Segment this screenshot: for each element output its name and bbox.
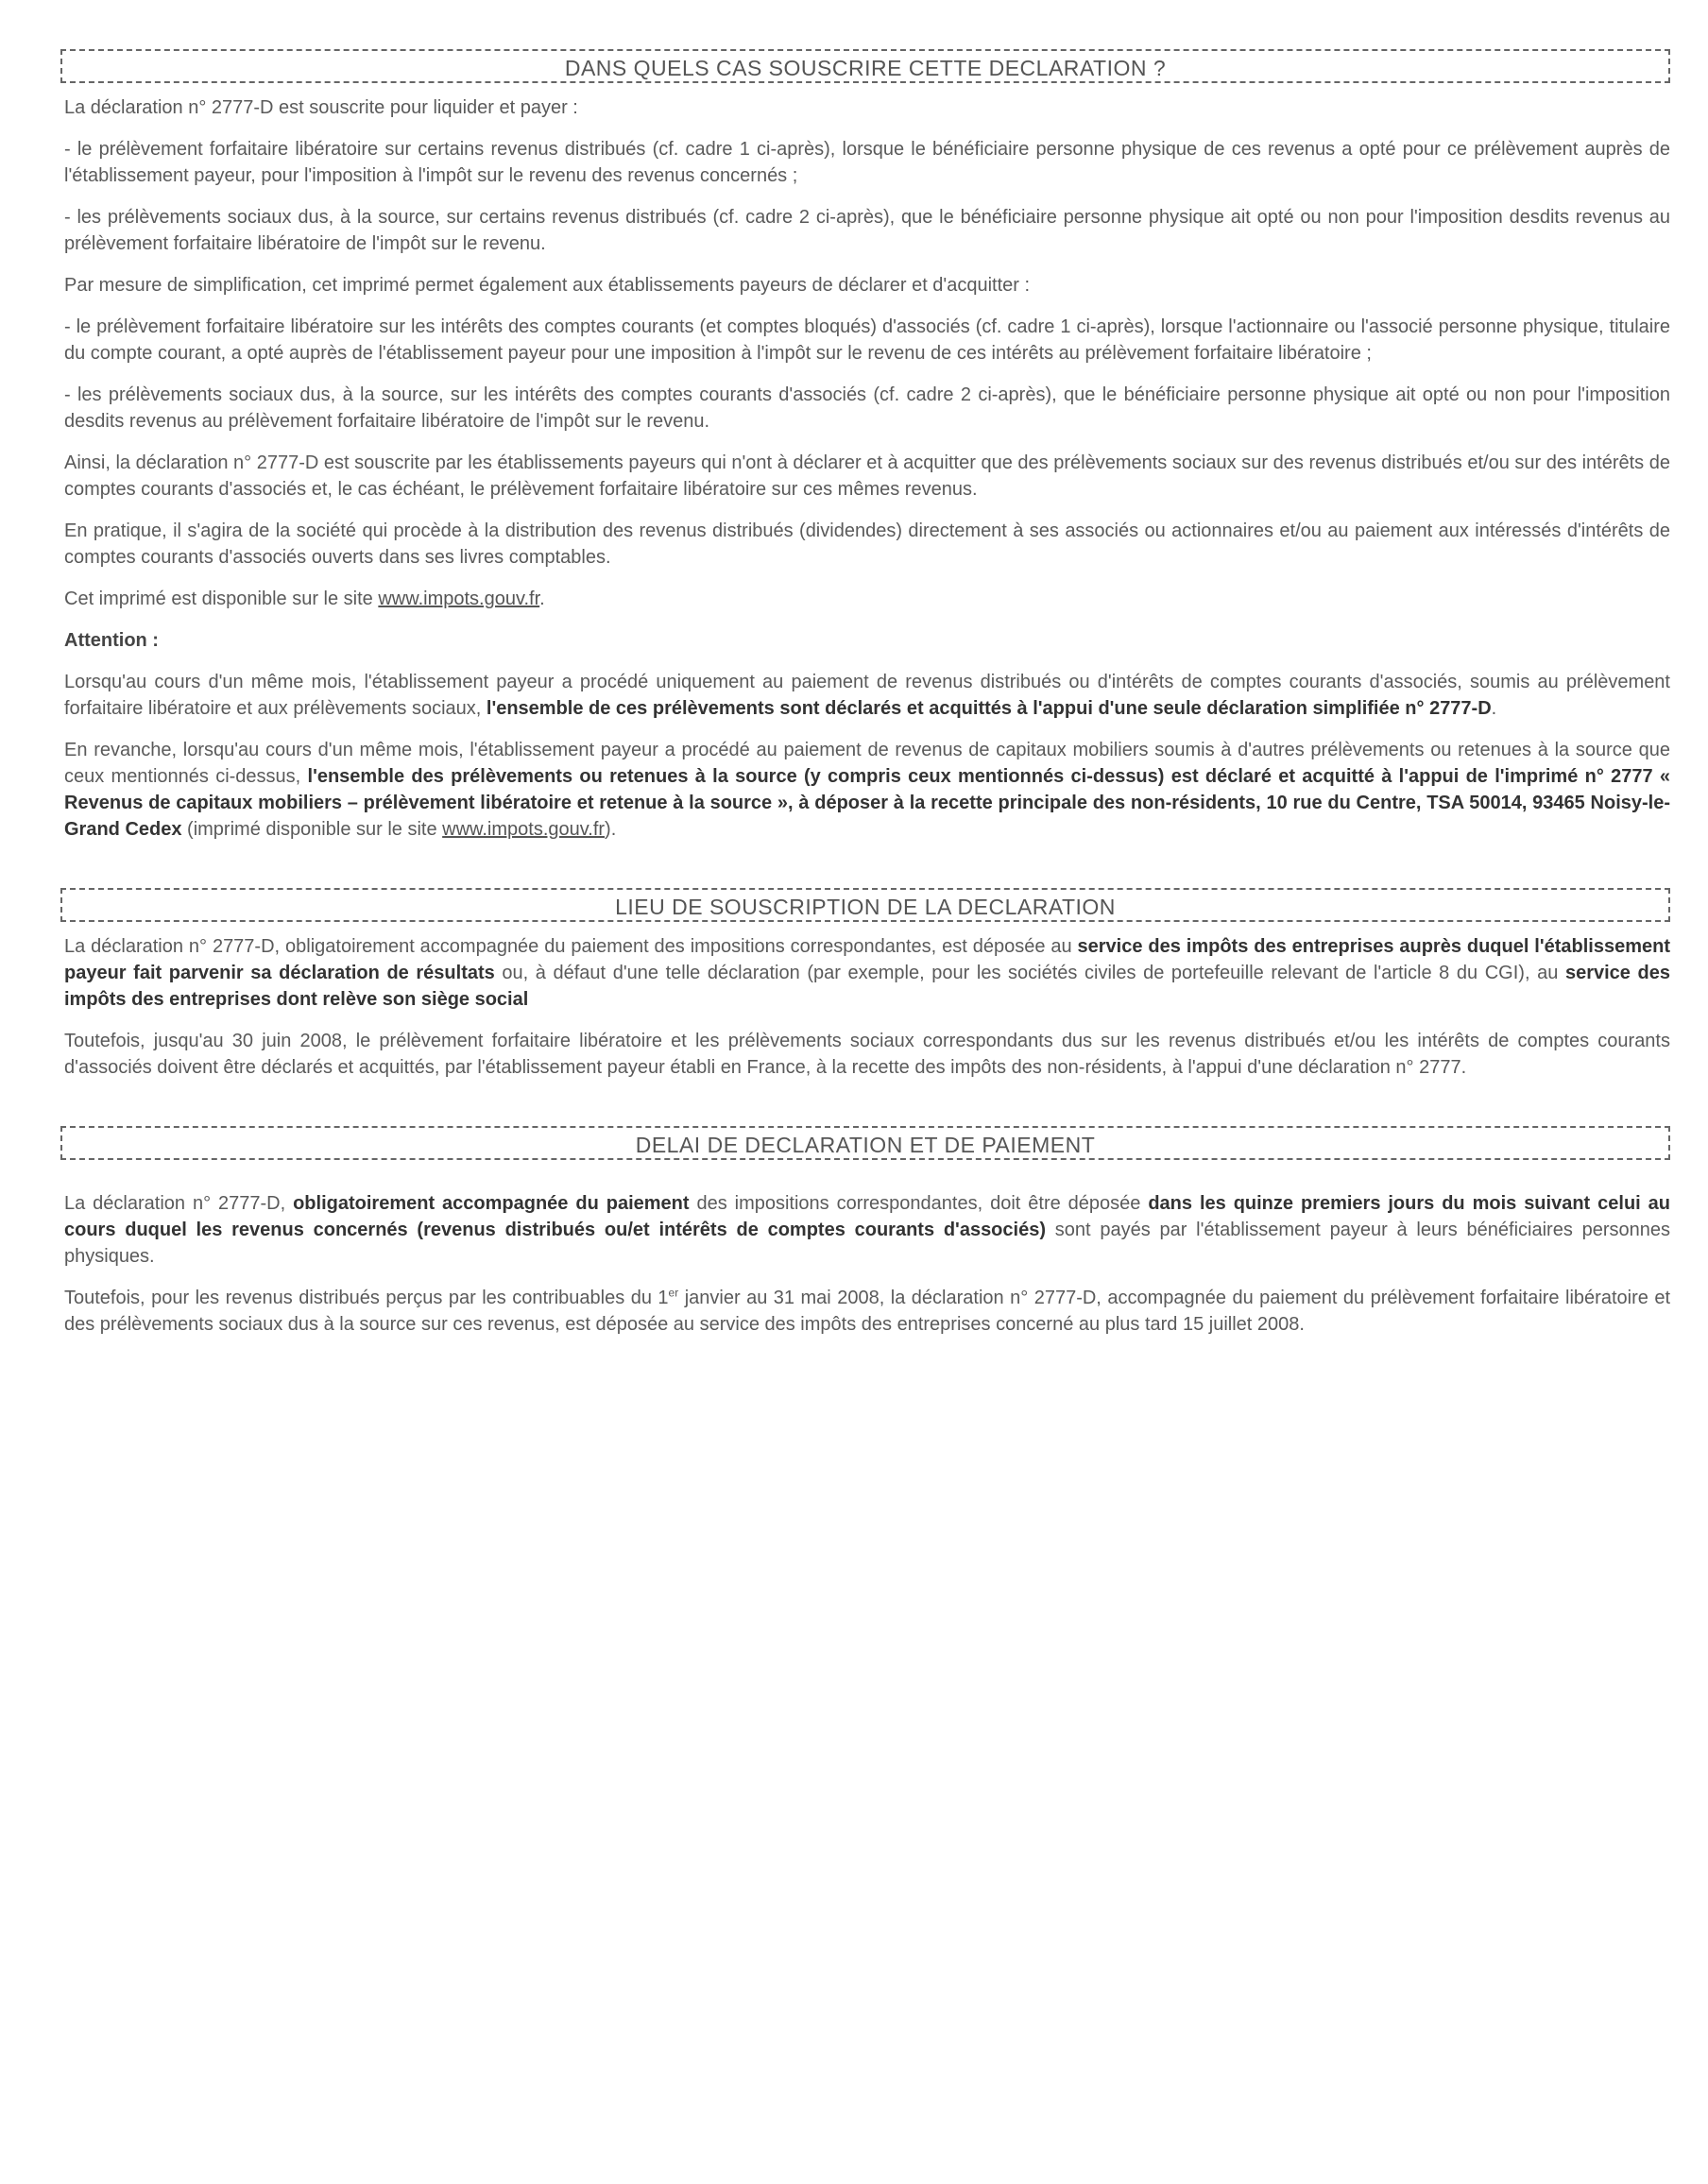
bold-text: service des impôts des entreprises dont relève son siège social <box>64 963 1670 1010</box>
paragraph: - les prélèvements sociaux dus, à la source, sur les intérêts des comptes courants d'associés (cf. cadre 2 ci-après), que le bénéficiaire personne physique ait opté ou non pour l'imposition desdits revenus au prélèvement forfaitaire libératoire de l'impôt sur le revenu. <box>64 384 1670 432</box>
text: (imprimé disponible sur le site <box>181 819 443 840</box>
paragraph: Par mesure de simplification, cet imprimé permet également aux établissements payeurs de déclarer et d'acquitter : <box>64 275 1031 296</box>
bold-text: l'ensemble de ces prélèvements sont déclarés et acquittés à l'appui d'une seule déclaration simplifiée n° 2777-D <box>486 698 1492 719</box>
section-header-cas-souscription: DANS QUELS CAS SOUSCRIRE CETTE DECLARATION ? <box>60 49 1670 83</box>
paragraph: - le prélèvement forfaitaire libératoire sur certains revenus distribués (cf. cadre 1 ci-après), lorsque le bénéficiaire personne physique de ces revenus a opté pour ce prélèvement auprès de l'établissement payeur, pour l'imposition à l'impôt sur le revenu des revenus concernés ; <box>64 139 1670 186</box>
impots-link[interactable]: www.impots.gouv.fr <box>442 819 606 840</box>
bold-text: service des impôts des entreprises auprès duquel l'établissement payeur fait parvenir sa déclaration de résultats <box>64 936 1671 983</box>
text: La déclaration n° 2777-D, <box>64 1193 294 1214</box>
text: . <box>539 589 545 609</box>
text: des impositions correspondantes, doit être déposée <box>689 1193 1149 1214</box>
text: Toutefois, pour les revenus distribués perçus par les contribuables du 1 <box>64 1288 669 1308</box>
impots-link[interactable]: www.impots.gouv.fr <box>378 589 540 609</box>
bold-text: l'ensemble des prélèvements ou retenues à la source (y compris ceux mentionnés ci-dessus) est déclaré et acquitté à l'appui de l'imprimé n° 2777 « Revenus de capitaux mobiliers – prélèvement libératoire et retenue à la source », à déposer à la recette principale des non-résidents, 10 rue du Centre, TSA 50014, 93465 Noisy-le-Grand Cedex <box>64 766 1671 840</box>
spacer <box>60 1171 1670 1190</box>
paragraph: - les prélèvements sociaux dus, à la source, sur certains revenus distribués (cf. cadre 2 ci-après), que le bénéficiaire personne physique ait opté ou non pour l'imposition desdits revenus au prélèvement forfaitaire libératoire de l'impôt sur le revenu. <box>64 207 1670 254</box>
text: La déclaration n° 2777-D, obligatoirement accompagnée du paiement des impositions correspondantes, est déposée au <box>64 936 1078 957</box>
paragraph: Ainsi, la déclaration n° 2777-D est souscrite par les établissements payeurs qui n'ont à déclarer et à acquitter que des prélèvements sociaux sur des revenus distribués et/ou sur des intérêts de comptes courants d'associés et, le cas échéant, le prélèvement forfaitaire libératoire sur ces mêmes revenus. <box>64 452 1670 500</box>
spacer <box>60 1096 1670 1126</box>
bold-text: obligatoirement accompagnée du paiement <box>293 1193 690 1214</box>
text: En revanche, lorsqu'au cours d'un même mois, l'établissement payeur a procédé au paiement de revenus de capitaux mobiliers soumis à d'autres prélèvements ou retenues à la source que ceux mentionnés ci-dessus, <box>64 740 1670 787</box>
text: ). <box>605 819 617 840</box>
paragraph <box>64 669 1670 722</box>
superscript: er <box>668 1286 679 1300</box>
paragraph: - le prélèvement forfaitaire libératoire sur les intérêts des comptes courants (et comptes bloqués) d'associés (cf. cadre 1 ci-après), lorsque l'actionnaire ou l'associé personne physique, titulaire du compte courant, a opté auprès de l'établissement payeur pour une imposition à l'impôt sur le revenu de ces intérêts au prélèvement forfaitaire libératoire ; <box>64 316 1670 364</box>
paragraph: En pratique, il s'agira de la société qui procède à la distribution des revenus distribués (dividendes) directement à ses associés ou actionnaires et/ou au paiement aux intéressés d'intérêts de comptes courants d'associés ouverts dans ses livres comptables. <box>64 520 1670 568</box>
paragraph <box>64 1285 1670 1338</box>
paragraph <box>64 933 1670 1013</box>
section-header-lieu-souscription: LIEU DE SOUSCRIPTION DE LA DECLARATION <box>60 888 1670 922</box>
paragraph <box>64 1190 1670 1270</box>
attention-heading: Attention : <box>64 630 159 651</box>
text: sont payés par l'établissement payeur à leurs bénéficiaires personnes physiques. <box>64 1220 1670 1267</box>
text: ou, à défaut d'une telle déclaration (par exemple, pour les sociétés civiles de portefeuille relevant de l'article 8 du CGI), au <box>494 963 1565 983</box>
section-header-delai-declaration: DELAI DE DECLARATION ET DE PAIEMENT <box>60 1126 1670 1160</box>
paragraph: La déclaration n° 2777-D est souscrite pour liquider et payer : <box>64 97 578 118</box>
paragraph: Toutefois, jusqu'au 30 juin 2008, le prélèvement forfaitaire libératoire et les prélèvements sociaux correspondants dus sur les revenus distribués et/ou les intérêts de comptes courants d'associés doivent être déclarés et acquittés, par l'établissement payeur établi en France, à la recette des impôts des non-résidents, à l'appui d'une déclaration n° 2777. <box>64 1031 1670 1078</box>
text: Lorsqu'au cours d'un même mois, l'établissement payeur a procédé uniquement au paiement de revenus distribués ou d'intérêts de comptes courants d'associés, soumis au prélèvement forfaitaire libératoire et aux prélèvements sociaux, <box>64 672 1670 719</box>
text: Cet imprimé est disponible sur le site <box>64 589 379 609</box>
paragraph <box>64 737 1670 843</box>
bold-text: dans les quinze premiers jours du mois suivant celui au cours duquel les revenus concernés (revenus distribués ou/et intérêts de comptes courants d'associés) <box>64 1193 1670 1240</box>
spacer <box>60 858 1670 888</box>
text: janvier au 31 mai 2008, la déclaration n° 2777-D, accompagnée du paiement du prélèvement forfaitaire libératoire et des prélèvements sociaux dus à la source sur ces revenus, est déposée au service des impôts des entreprises concerné au plus tard 15 juillet 2008. <box>64 1288 1671 1335</box>
text: . <box>1491 698 1497 719</box>
paragraph-site <box>64 586 1670 612</box>
